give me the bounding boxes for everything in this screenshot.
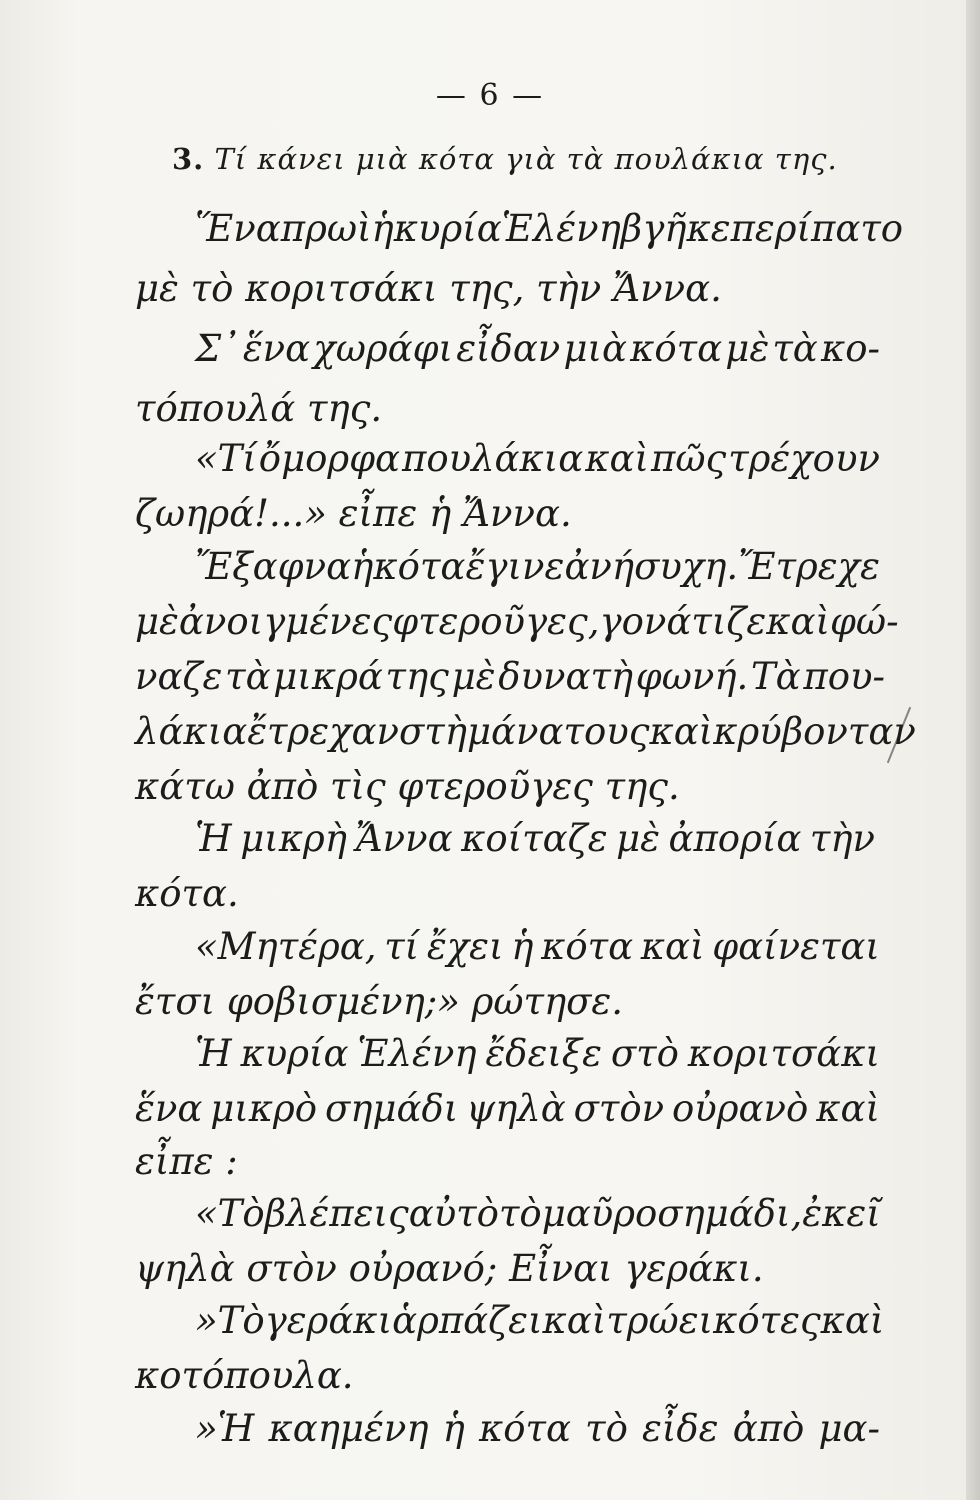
word: που- xyxy=(803,655,885,698)
word: Τὰ xyxy=(751,655,801,698)
word: τὰ xyxy=(225,655,271,698)
word: Ἄννα xyxy=(355,817,453,860)
word: ἔχει xyxy=(426,925,504,968)
word: ἔτρεχαν xyxy=(247,710,400,753)
word: εἶδαν xyxy=(456,327,561,370)
word: κότα xyxy=(630,327,723,370)
word: ἕνα xyxy=(135,1087,203,1130)
text-line xyxy=(195,207,904,250)
text-line xyxy=(135,1087,880,1130)
word: μιὰ xyxy=(563,327,627,370)
word: σημάδι, xyxy=(657,1192,803,1235)
word: ἀνήσυχη. xyxy=(564,545,739,588)
page-edge xyxy=(966,0,980,1500)
word: καὶ xyxy=(766,600,831,643)
word: ἡ xyxy=(511,925,534,968)
word: ἔγινε xyxy=(465,545,565,588)
text-line: κότα. xyxy=(135,872,239,915)
text-line xyxy=(195,1299,885,1342)
text-line: μὲ τὸ κοριτσάκι της, τὴν Ἄννα. xyxy=(135,267,722,310)
word: μικρά xyxy=(273,655,383,698)
word: μὲ xyxy=(451,655,496,698)
word: »Ἡ xyxy=(195,1407,255,1450)
word: «Τί xyxy=(195,437,257,480)
text-line: ἔτσι φοβισμένη;» ρώτησε. xyxy=(135,980,624,1023)
word: καὶ xyxy=(640,925,705,968)
word: ἕνα xyxy=(242,327,311,370)
word: κότες xyxy=(713,1299,821,1342)
word: τὴν xyxy=(809,817,875,860)
text-line xyxy=(195,545,880,588)
word: «Τὸ xyxy=(195,1192,265,1235)
word: φτεροῦγες, xyxy=(392,600,600,643)
text-line: τόπουλά της. xyxy=(135,387,383,430)
word: κοριτσάκι xyxy=(687,1032,880,1075)
word: πῶς xyxy=(651,437,727,480)
word: πουλάκια xyxy=(402,437,584,480)
word: ἔδειξε xyxy=(485,1032,603,1075)
text-line xyxy=(195,327,880,370)
word: μικρὴ xyxy=(240,817,347,860)
word: λάκια xyxy=(135,710,248,753)
word: μάνα xyxy=(466,710,564,753)
word: χωράφι xyxy=(313,327,454,370)
word: στὸν xyxy=(573,1087,665,1130)
word: δυνατὴ xyxy=(498,655,634,698)
word: μικρὸ xyxy=(210,1087,318,1130)
word: τους xyxy=(563,710,650,753)
word: οὐρανὸ xyxy=(672,1087,809,1130)
text-line: κοτόπουλα. xyxy=(135,1354,354,1397)
word: ἀπὸ xyxy=(732,1407,805,1450)
word: ὄμορφα xyxy=(258,437,401,480)
word: τὰ xyxy=(772,327,818,370)
word: ναζε xyxy=(135,655,223,698)
text-line xyxy=(195,437,880,480)
word: Ἡ xyxy=(195,1032,232,1075)
word: κο- xyxy=(820,327,880,370)
word: ψηλὰ xyxy=(466,1087,566,1130)
word: ἡ xyxy=(371,207,394,250)
word: κυρία xyxy=(240,1032,349,1075)
word: κυρία xyxy=(393,207,502,250)
word: τὸ xyxy=(498,1192,542,1235)
text-line xyxy=(135,710,916,753)
word: ἀνοιγμένες xyxy=(178,600,393,643)
word: κότα xyxy=(373,545,466,588)
text-line: ζωηρά!...» εἶπε ἡ Ἄννα. xyxy=(135,492,572,535)
section-title: Τί κάνει μιὰ κότα γιὰ τὰ πουλάκια της. xyxy=(214,142,838,176)
word: Ἔξαφνα xyxy=(195,545,352,588)
word: εἶδε xyxy=(642,1407,719,1450)
word: κρύβονταν xyxy=(713,710,916,753)
word: γεράκι xyxy=(264,1299,393,1342)
word: καὶ xyxy=(585,437,650,480)
word: «Μητέρα, xyxy=(195,925,377,968)
section-number: 3. xyxy=(172,142,205,176)
text-line xyxy=(135,655,885,698)
word: »Τὸ xyxy=(195,1299,265,1342)
section-heading xyxy=(172,142,838,176)
word: μὲ xyxy=(725,327,770,370)
word: μαῦρο xyxy=(541,1192,658,1235)
text-line xyxy=(195,1032,880,1075)
word: μὲ xyxy=(616,817,660,860)
word: καημένη xyxy=(268,1407,429,1450)
word: ἀπορία xyxy=(668,817,802,860)
word: αὐτὸ xyxy=(408,1192,499,1235)
word: καὶ xyxy=(816,1087,880,1130)
word: Ἑλένη xyxy=(357,1032,477,1075)
word: βγῆκε xyxy=(620,207,731,250)
word: κότα xyxy=(541,925,634,968)
word: ἡ xyxy=(351,545,374,588)
word: τὸ xyxy=(585,1407,628,1450)
word: καὶ xyxy=(649,710,714,753)
word: πρωὶ xyxy=(280,207,372,250)
word: τρέχουν xyxy=(728,437,880,480)
word: Ἔτρεχε xyxy=(738,545,880,588)
word: Ἕνα xyxy=(195,207,281,250)
word: γονάτιζε xyxy=(599,600,767,643)
word: φωνή. xyxy=(635,655,749,698)
word: κοίταζε xyxy=(461,817,608,860)
word: φαίνεται xyxy=(712,925,880,968)
word: της xyxy=(385,655,449,698)
text-line xyxy=(135,600,899,643)
word: φώ- xyxy=(830,600,899,643)
text-line: ψηλὰ στὸν οὐρανό; Εἶναι γεράκι. xyxy=(135,1247,764,1290)
text-line xyxy=(195,1192,881,1235)
word: μὲ xyxy=(135,600,179,643)
text-line: κάτω ἀπὸ τὶς φτεροῦγες της. xyxy=(135,765,680,808)
word: Ἡ xyxy=(195,817,232,860)
text-line xyxy=(195,925,880,968)
word: καὶ xyxy=(820,1299,885,1342)
text-line: εἶπε : xyxy=(135,1140,238,1183)
word: στὸ xyxy=(610,1032,679,1075)
word: στὴ xyxy=(399,710,467,753)
text-line xyxy=(195,1407,880,1450)
word: περίπατο xyxy=(730,207,904,250)
word: Ἑλένη xyxy=(501,207,621,250)
word: βλέπεις xyxy=(264,1192,409,1235)
text-line xyxy=(195,817,875,860)
word: ἐκεῖ xyxy=(802,1192,881,1235)
word: τί xyxy=(384,925,420,968)
word: καὶ xyxy=(542,1299,607,1342)
word: σημάδι xyxy=(324,1087,459,1130)
word: ἁρπάζει xyxy=(392,1299,543,1342)
word: Σ᾽ xyxy=(195,327,240,370)
word: ἡ xyxy=(442,1407,465,1450)
page-number: — 6 — xyxy=(435,78,545,113)
word: κότα xyxy=(478,1407,571,1450)
word: τρώει xyxy=(606,1299,714,1342)
word: μα- xyxy=(818,1407,880,1450)
